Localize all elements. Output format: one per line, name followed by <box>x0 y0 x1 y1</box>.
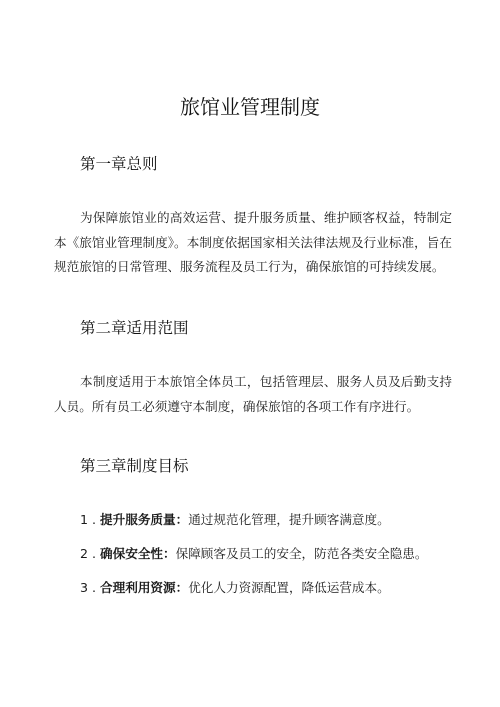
list-item-number: 3 . <box>80 580 97 595</box>
document-title: 旅馆业管理制度 <box>180 95 320 119</box>
list-item <box>80 511 460 529</box>
chapter1-heading: 第一章总则 <box>80 155 158 173</box>
list-item-key: 确保安全性： <box>100 546 176 561</box>
list-item-number: 2 . <box>80 546 97 561</box>
list-item <box>80 579 460 597</box>
chapter2-heading: 第二章适用范围 <box>80 319 189 337</box>
list-item-number: 1 . <box>80 512 97 527</box>
chapter2-paragraph: 本制度适用于本旅馆全体员工，包括管理层、服务人员及后勤支持人员。所有员工必须遵守本制度，确保旅馆的各项工作有序进行。 <box>54 374 452 414</box>
list-item-text: 保障顾客及员工的安全，防范各类安全隐患。 <box>175 546 428 561</box>
list-item-text: 通过规范化管理，提升顾客满意度。 <box>188 512 390 527</box>
chapter1-paragraph: 为保障旅馆业的高效运营、提升服务质量、维护顾客权益，特制定本《旅馆业管理制度》。本制度依据国家相关法律法规及行业标准，旨在规范旅馆的日常管理、服务流程及员工行为，确保旅馆的可持续发展。 <box>54 210 452 274</box>
list-item-key: 提升服务质量： <box>100 512 189 527</box>
list-item-text: 优化人力资源配置，降低运营成本。 <box>188 580 390 595</box>
chapter3-heading: 第三章制度目标 <box>80 457 189 475</box>
list-item-key: 合理利用资源： <box>100 580 189 595</box>
list-item <box>80 545 460 563</box>
